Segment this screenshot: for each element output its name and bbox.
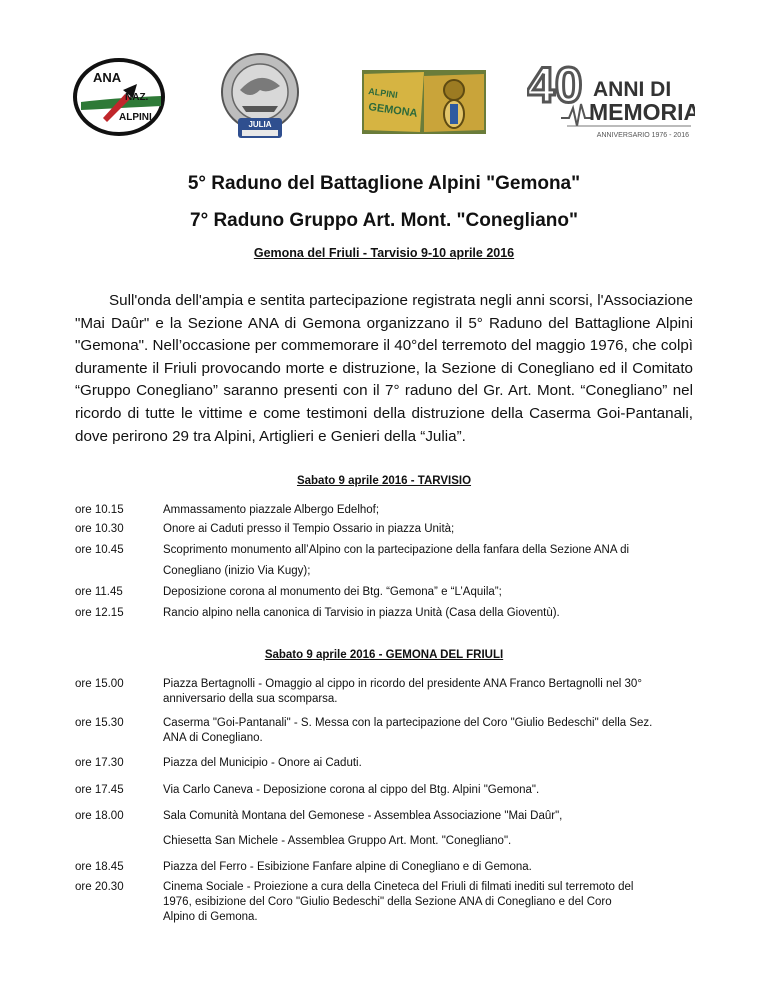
julia-badge-text: JULIA bbox=[248, 120, 272, 129]
page-subtitle-title: 7° Raduno Gruppo Art. Mont. "Conegliano" bbox=[190, 210, 578, 231]
anni-logo-line1: ANNI DI bbox=[593, 78, 672, 101]
section-gemona-heading-text: Sabato 9 aprile 2016 - GEMONA DEL FRIULI bbox=[264, 649, 504, 661]
schedule-time: ore 10.45 bbox=[75, 544, 124, 556]
schedule-desc: Conegliano (inizio Via Kugy); bbox=[163, 565, 311, 577]
section-gemona-heading bbox=[0, 649, 768, 661]
schedule-time: ore 18.45 bbox=[75, 861, 124, 873]
gemona-badge-text2: GEMONA bbox=[367, 101, 419, 120]
anni-logo-number: 40 bbox=[527, 58, 583, 113]
schedule-desc: Sala Comunità Montana del Gemonese - Assemblea Associazione "Mai Daûr", bbox=[163, 810, 563, 822]
julia-badge-logo bbox=[218, 50, 302, 142]
ana-logo-text2: NAZ. bbox=[125, 92, 149, 103]
schedule-time: ore 18.00 bbox=[75, 810, 124, 822]
schedule-time: ore 11.45 bbox=[75, 586, 123, 598]
anni-di-memoria-logo bbox=[527, 58, 695, 142]
schedule-time: ore 10.15 bbox=[75, 504, 124, 516]
schedule-desc-line3: Alpino di Gemona. bbox=[163, 911, 258, 923]
schedule-desc-line1: Caserma "Goi-Pantanali" - S. Messa con la partecipazione del Coro "Giulio Bedeschi" della Sez. bbox=[163, 717, 653, 729]
intro-paragraph: Sull'onda dell'ampia e sentita partecipazione registrata negli anni scorsi, l'Associazione "Mai Daûr" e la Sezione ANA di Gemona organizzano il 5° Raduno del Battaglione Alpini "Gemona". Nell’occasione per commemorare il 40°del terremoto del maggio 1976, che colpì duramente il Friuli provocando morte e distruzione, la Sezione di Conegliano ed il Comitato “Gruppo Conegliano” saranno presenti con il 7° raduno del Gr. Art. Mont. “Conegliano” nel ricordo di tutte le vittime e come testimoni della distruzione della Caserma Goi-Pantanali, dove perirono 29 tra Alpini, Artiglieri e Genieri della “Julia”. bbox=[75, 292, 693, 445]
ana-logo-text1: ANA bbox=[93, 70, 122, 85]
schedule-time: ore 15.00 bbox=[75, 678, 124, 690]
schedule-desc-line2: anniversario della sua scomparsa. bbox=[163, 693, 338, 705]
schedule-desc bbox=[163, 880, 663, 925]
schedule-desc: Scoprimento monumento all’Alpino con la partecipazione della fanfara della Sezione ANA di bbox=[163, 544, 630, 556]
schedule-desc-line1: Piazza Bertagnolli - Omaggio al cippo in ricordo del presidente ANA Franco Bertagnolli nel 30° bbox=[163, 678, 642, 690]
gemona-badge-logo bbox=[362, 70, 486, 134]
section-tarvisio-heading bbox=[0, 475, 768, 487]
schedule-time: ore 17.45 bbox=[75, 784, 124, 796]
schedule-desc: Chiesetta San Michele - Assemblea Gruppo Art. Mont. "Conegliano". bbox=[163, 835, 512, 847]
schedule-time: ore 17.30 bbox=[75, 757, 124, 769]
schedule-desc-line1: Cinema Sociale - Proiezione a cura della Cineteca del Friuli di filmati inediti sul terremoto del bbox=[163, 881, 634, 893]
section-tarvisio-heading-text: Sabato 9 aprile 2016 - TARVISIO bbox=[296, 475, 472, 487]
schedule-desc bbox=[163, 716, 663, 746]
schedule-desc: Rancio alpino nella canonica di Tarvisio in piazza Unità (Casa della Gioventù). bbox=[163, 607, 560, 619]
schedule-desc: Via Carlo Caneva - Deposizione corona al cippo del Btg. Alpini "Gemona". bbox=[163, 784, 540, 796]
ana-logo bbox=[73, 58, 165, 136]
page-title: 5° Raduno del Battaglione Alpini "Gemona" bbox=[187, 173, 581, 194]
anni-logo-line3: ANNIVERSARIO 1976 - 2016 bbox=[596, 132, 689, 139]
schedule-time: ore 10.30 bbox=[75, 523, 124, 535]
anni-logo-line2: MEMORIA bbox=[589, 99, 695, 125]
schedule-desc: Piazza del Ferro - Esibizione Fanfare alpine di Conegliano e di Gemona. bbox=[163, 861, 532, 873]
event-date-location-text: Gemona del Friuli - Tarvisio 9-10 aprile 2016 bbox=[253, 246, 515, 260]
schedule-time: ore 20.30 bbox=[75, 881, 124, 893]
schedule-desc bbox=[163, 677, 663, 707]
schedule-desc: Onore ai Caduti presso il Tempio Ossario in piazza Unità; bbox=[163, 523, 455, 535]
schedule-time: ore 15.30 bbox=[75, 717, 124, 729]
gemona-badge-text1: ALPINI bbox=[367, 86, 399, 101]
schedule-time: ore 12.15 bbox=[75, 607, 124, 619]
event-date-location bbox=[0, 246, 768, 260]
schedule-desc-line2: 1976, esibizione del Coro "Giulio Bedeschi" della Sezione ANA di Conegliano e del Coro bbox=[163, 896, 612, 908]
schedule-desc: Ammassamento piazzale Albergo Edelhof; bbox=[163, 504, 380, 516]
ana-logo-text3: ALPINI bbox=[119, 112, 152, 123]
schedule-desc-line2: ANA di Conegliano. bbox=[163, 732, 263, 744]
schedule-desc: Piazza del Municipio - Onore ai Caduti. bbox=[163, 757, 362, 769]
schedule-desc: Deposizione corona al monumento dei Btg. “Gemona” e “L’Aquila”; bbox=[163, 586, 502, 598]
